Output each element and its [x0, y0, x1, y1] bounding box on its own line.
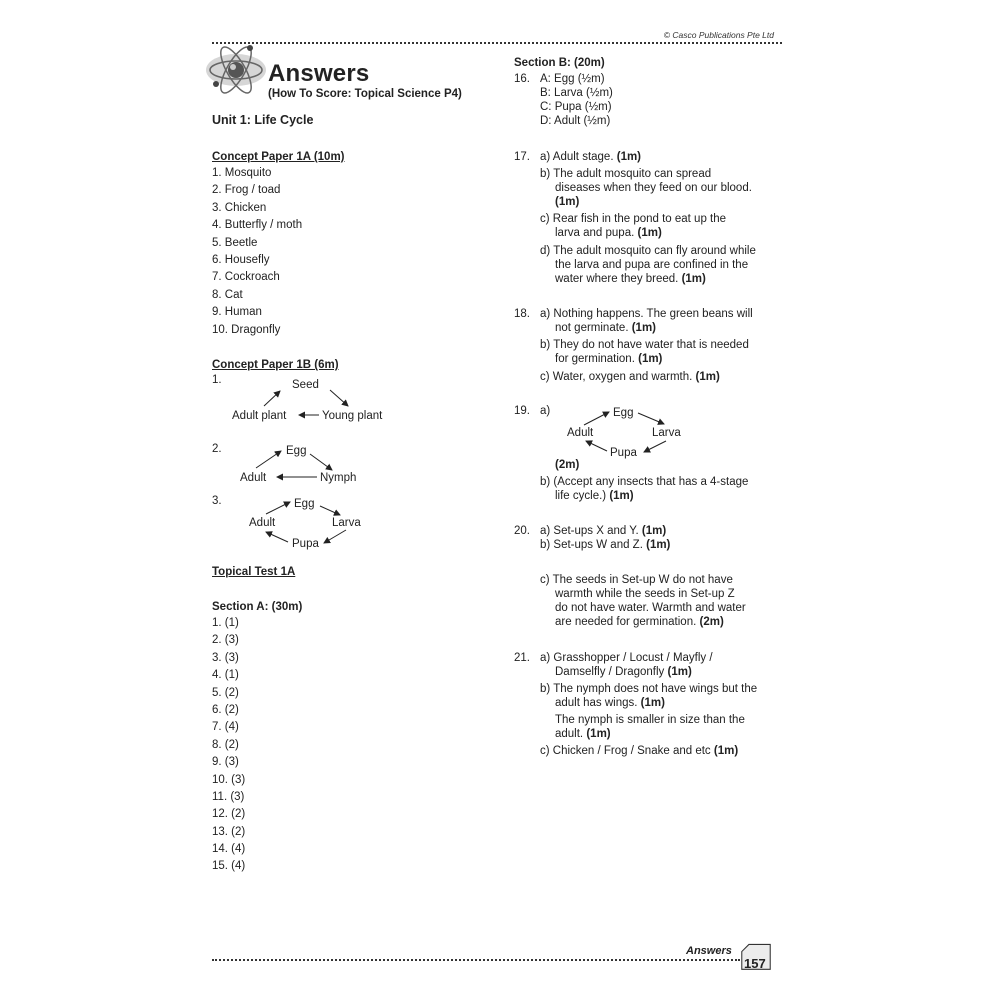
q17-d-line2: the larva and pupa are confined in the [555, 259, 749, 271]
list-item: 2. (3) [212, 634, 239, 647]
list-item: 5. Beetle [212, 236, 258, 249]
answer-text: larva and pupa. [555, 227, 635, 239]
unit-heading: Unit 1: Life Cycle [212, 113, 314, 127]
q18-a-line1: a) Nothing happens. The green beans will [540, 308, 753, 320]
q17-c-line2 [555, 226, 662, 240]
q3-number: 3. [212, 495, 222, 507]
footer-label: Answers [686, 945, 732, 957]
concept-1a-heading: Concept Paper 1A (10m) [212, 151, 345, 163]
q20-b [540, 538, 670, 552]
nymph-cycle-diagram [208, 440, 378, 488]
q16-number: 16. [514, 73, 530, 85]
mark: (1m) [609, 490, 634, 502]
q21-b-line1: b) The nymph does not have wings but the [540, 683, 758, 695]
egg-label: Egg [613, 407, 634, 419]
answer-text: a) Adult stage. [540, 151, 614, 163]
q21-b-line3: The nymph is smaller in size than the [555, 714, 745, 726]
list-item: 13. (2) [212, 825, 246, 838]
answer-text: are needed for germination. [555, 616, 697, 628]
complete-cycle-diagram [208, 492, 378, 552]
list-item: 8. Cat [212, 288, 243, 301]
q16-d [540, 114, 610, 128]
q18-b-line1: b) They do not have water that is needed [540, 339, 749, 351]
concept-1a-list [212, 166, 302, 340]
list-item: 7. (4) [212, 721, 239, 734]
q21-b-line2 [555, 696, 665, 710]
arrow-icon [264, 391, 280, 406]
list-item: 3. Chicken [212, 201, 267, 214]
mark: (1m) [695, 371, 720, 383]
q21-b-line4 [555, 727, 611, 741]
answer-text: life cycle.) [555, 490, 607, 502]
mark: (1m) [586, 728, 611, 740]
page-title: Answers [268, 60, 370, 87]
arrow-icon [266, 502, 290, 514]
list-item: 7. Cockroach [212, 271, 280, 284]
q19-cycle-diagram [560, 400, 700, 464]
list-item: 1. (1) [212, 617, 239, 629]
answer-text: D: Adult (½m) [540, 115, 611, 127]
q2-number: 2. [212, 443, 222, 455]
q20-c-line1: c) The seeds in Set-up W do not have [540, 574, 733, 586]
larva-label: Larva [332, 517, 361, 529]
q20-c-line3: do not have water. Warmth and water [555, 602, 746, 614]
answer-text: C: Pupa (½m) [540, 101, 612, 113]
nymph-label: Nymph [320, 472, 357, 484]
seed-label: Seed [292, 379, 319, 391]
q20-a [540, 524, 666, 538]
arrow-icon [266, 532, 288, 542]
list-item: 10. Dragonfly [212, 323, 281, 336]
answer-text: not germinate. [555, 322, 629, 334]
egg-label: Egg [294, 498, 315, 510]
adult-label: Adult [249, 517, 276, 529]
page-subtitle: (How To Score: Topical Science P4) [268, 88, 462, 100]
q1-number: 1. [212, 374, 222, 386]
section-a-heading: Section A: (30m) [212, 601, 303, 613]
concept-1b-heading: Concept Paper 1B (6m) [212, 359, 339, 371]
q17-d-line1: d) The adult mosquito can fly around while [540, 245, 756, 257]
list-item: 10. (3) [212, 773, 246, 786]
bottom-dotted-divider [212, 959, 740, 961]
answer-text: for germination. [555, 353, 635, 365]
answer-text: a) Set-ups X and Y. [540, 525, 639, 537]
answer-text: adult. [555, 728, 584, 740]
list-item: 4. (1) [212, 669, 239, 682]
q17-b-line1: b) The adult mosquito can spread [540, 168, 712, 180]
list-item: 5. (2) [212, 686, 239, 699]
answer-text: B: Larva (½m) [540, 87, 613, 99]
mark: (2m) [699, 616, 724, 628]
mark: (1m) [667, 666, 692, 678]
arrow-icon [586, 441, 607, 451]
q16-c [540, 100, 612, 114]
q18-c [540, 370, 720, 384]
q17-c-line1: c) Rear fish in the pond to eat up the [540, 213, 727, 225]
mark: (1m) [631, 322, 656, 334]
mark: (1m) [616, 151, 642, 163]
q18-b-line2 [555, 352, 662, 366]
section-a-list [212, 616, 245, 877]
adult-plant-label: Adult plant [232, 410, 287, 422]
q17-a [540, 150, 641, 164]
list-item: 6. Housefly [212, 253, 270, 266]
mark: (1m) [713, 745, 739, 757]
list-item: 4. Butterfly / moth [212, 219, 303, 232]
answer-text: A: Egg (½m) [540, 73, 605, 85]
larva-label: Larva [652, 427, 681, 439]
adult-label: Adult [240, 472, 267, 484]
list-item: 12. (2) [212, 808, 246, 821]
topical-test-heading: Topical Test 1A [212, 566, 296, 578]
pupa-label: Pupa [292, 538, 319, 550]
q17-d-line3 [555, 272, 706, 286]
answer-text: b) Set-ups W and Z. [540, 539, 643, 551]
mark: (1m) [681, 273, 706, 285]
q21-a-line1: a) Grasshopper / Locust / Mayfly / [540, 652, 713, 664]
arrow-icon [644, 441, 666, 452]
list-item: 2. Frog / toad [212, 184, 281, 197]
arrow-icon [584, 412, 609, 425]
answer-text: c) Water, oxygen and warmth. [540, 371, 693, 383]
q16-b [540, 86, 613, 100]
list-item: 9. Human [212, 306, 262, 319]
answer-text: water where they breed. [555, 273, 679, 285]
q21-number: 21. [514, 652, 530, 664]
arrow-icon [324, 530, 346, 543]
q17-b-line2: diseases when they feed on our blood. [555, 182, 752, 194]
pupa-label: Pupa [610, 447, 637, 459]
q21-a-line2 [555, 665, 692, 679]
arrow-icon [330, 390, 348, 406]
q20-number: 20. [514, 525, 530, 537]
q19-number: 19. [514, 405, 530, 417]
answer-text: adult has wings. [555, 697, 638, 709]
q18-a-line2 [555, 321, 656, 335]
arrow-icon [638, 413, 664, 424]
q18-number: 18. [514, 308, 530, 320]
list-item: 3. (3) [212, 651, 239, 664]
q16-a [540, 72, 605, 86]
q17-number: 17. [514, 151, 530, 163]
arrow-icon [256, 451, 281, 468]
mark: (1m) [646, 539, 671, 551]
q19-b-line2 [555, 489, 634, 503]
list-item: 8. (2) [212, 738, 239, 751]
top-dotted-divider [212, 42, 782, 44]
answer-text: c) Chicken / Frog / Snake and etc [540, 745, 711, 757]
q17-b-mark: (1m) [555, 196, 580, 208]
q20-c-line2: warmth while the seeds in Set-up Z [555, 588, 735, 600]
mark: (1m) [640, 697, 665, 709]
arrow-icon [320, 506, 340, 515]
young-plant-label: Young plant [322, 410, 383, 422]
list-item: 1. Mosquito [212, 167, 272, 179]
arrow-icon [310, 454, 332, 470]
mark: (1m) [641, 525, 667, 537]
mark: (1m) [638, 353, 663, 365]
plant-cycle-diagram [208, 372, 398, 428]
page-number: 157 [744, 956, 766, 971]
atom-logo-icon [204, 40, 274, 102]
adult-label: Adult [567, 427, 594, 439]
list-item: 15. (4) [212, 860, 246, 873]
q21-c [540, 744, 738, 758]
list-item: 11. (3) [212, 790, 245, 803]
egg-label: Egg [286, 445, 307, 457]
list-item: 9. (3) [212, 756, 239, 769]
list-item: 14. (4) [212, 843, 246, 856]
q20-c-line4 [555, 615, 724, 629]
answer-text: Damselfly / Dragonfly [555, 666, 665, 678]
q19-b-line1: b) (Accept any insects that has a 4-stage [540, 476, 749, 488]
q19-a-mark: (2m) [555, 459, 580, 471]
mark: (1m) [637, 227, 662, 239]
q19-a-label: a) [540, 405, 551, 417]
list-item: 6. (2) [212, 703, 239, 716]
section-b-heading: Section B: (20m) [514, 57, 605, 69]
copyright-text: © Casco Publications Pte Ltd [663, 30, 774, 40]
